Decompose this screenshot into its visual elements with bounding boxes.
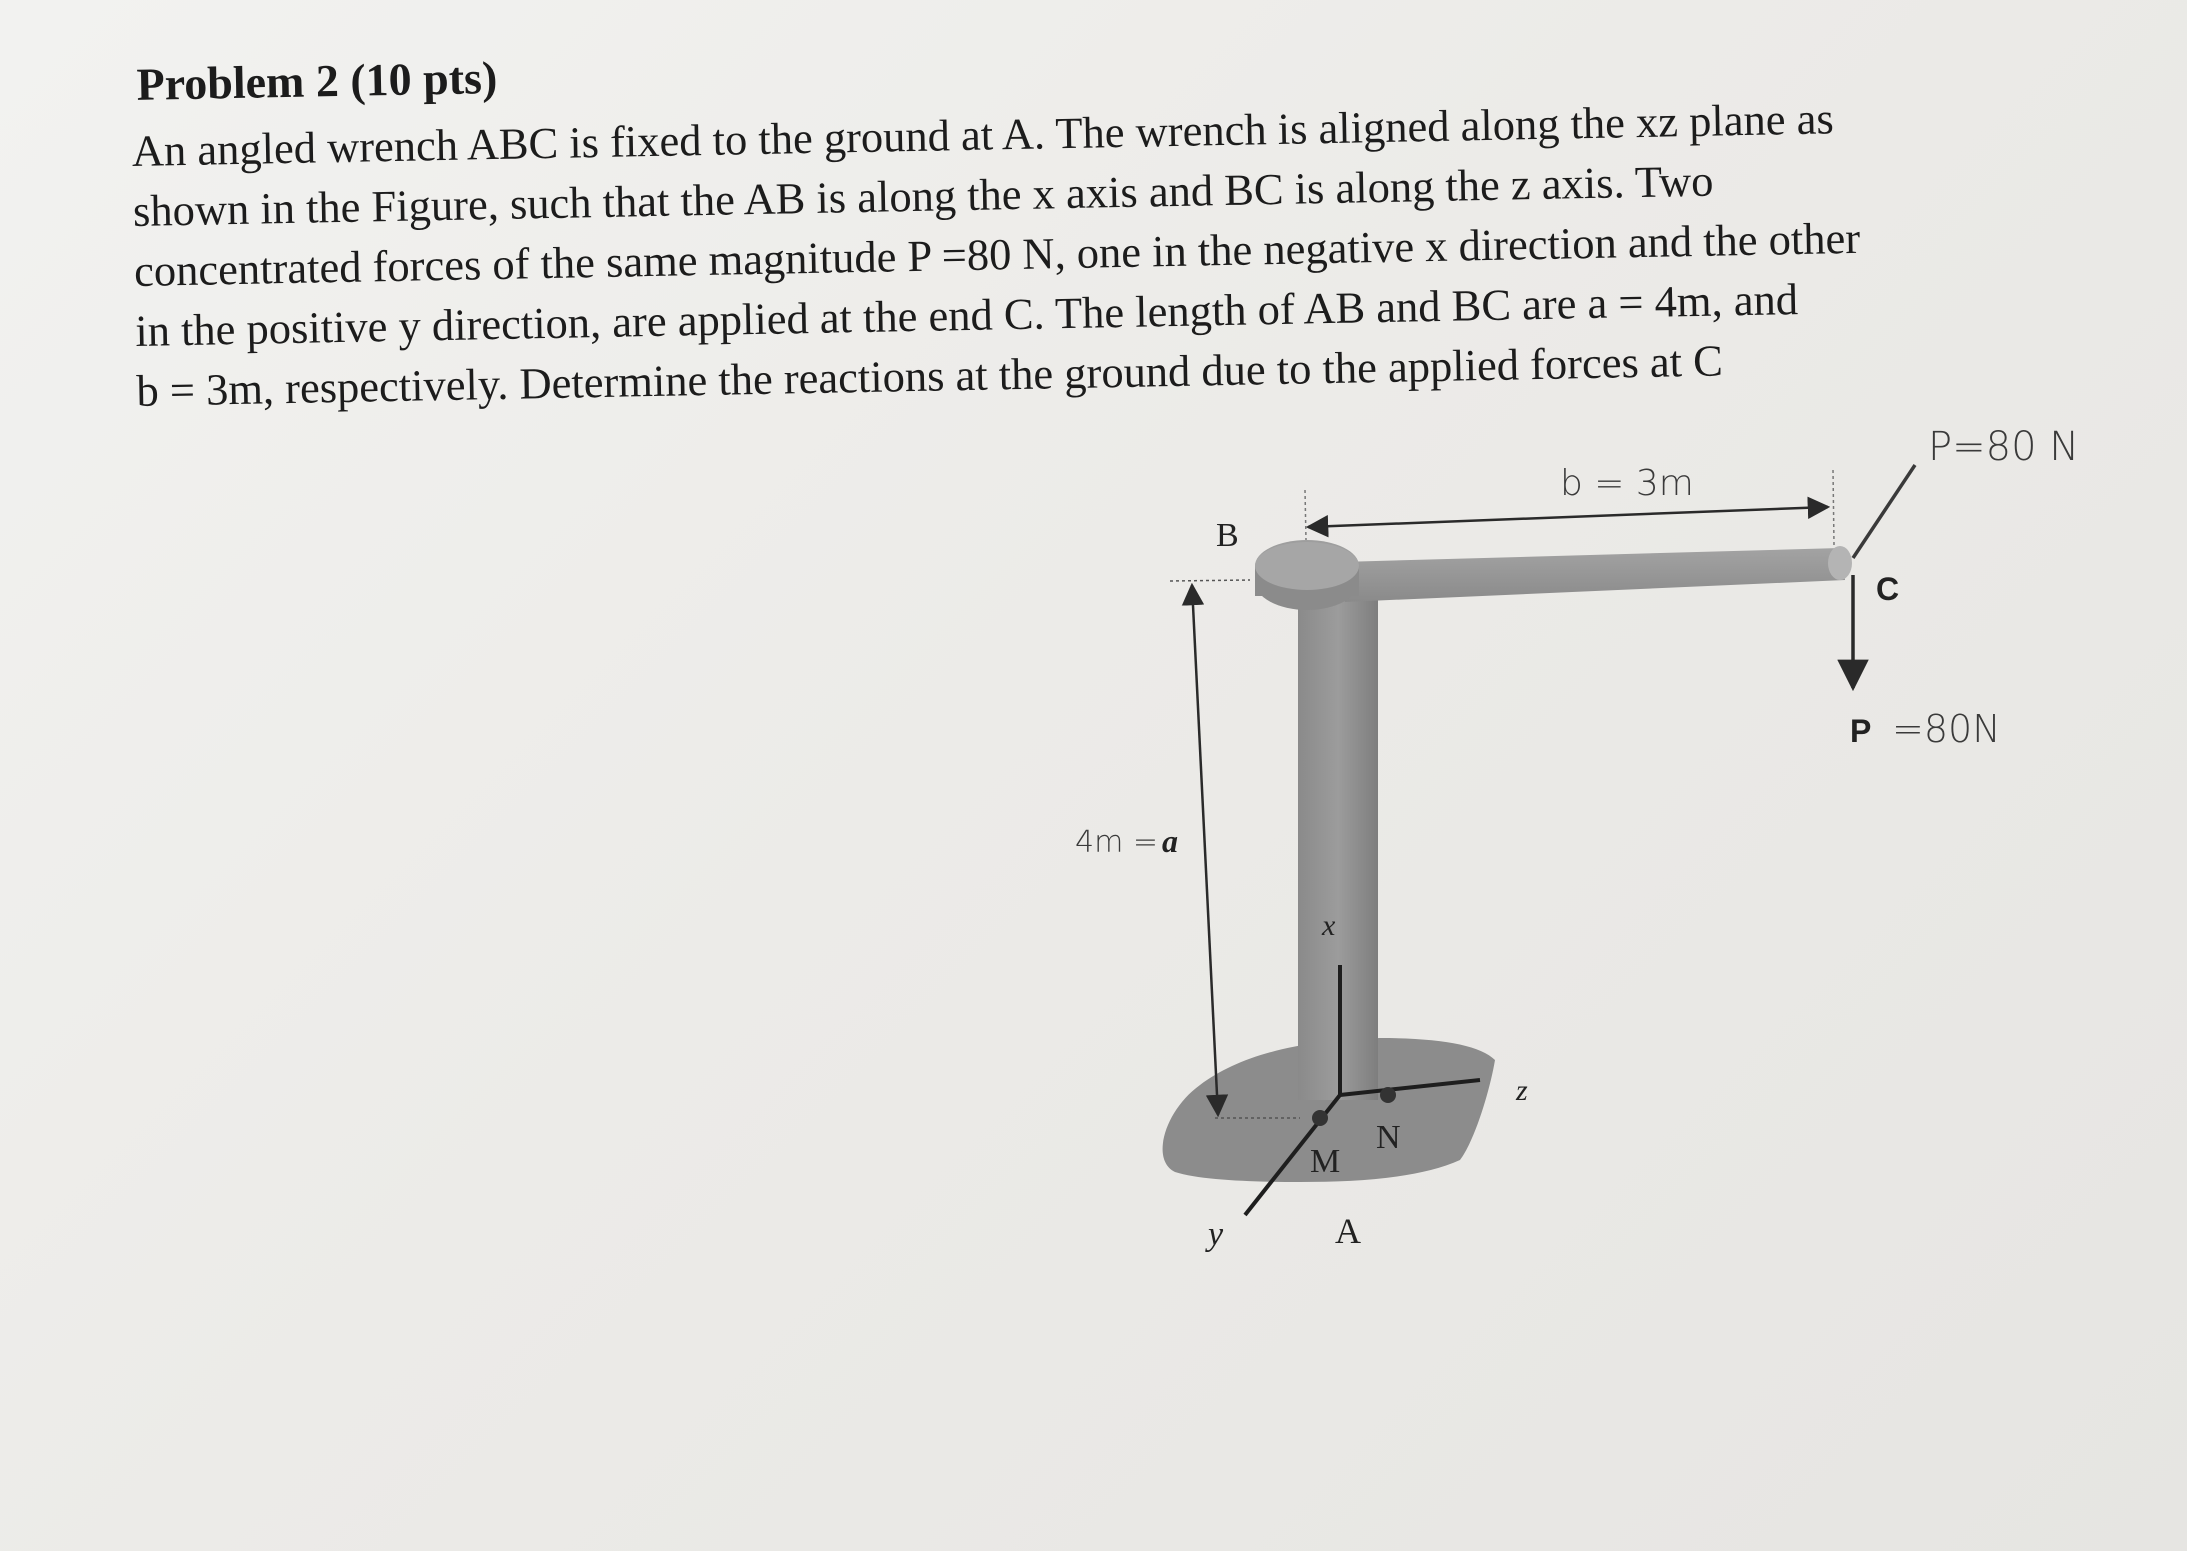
arm-bc	[1340, 548, 1845, 602]
label-b: B	[1216, 517, 1239, 554]
label-a: A	[1335, 1211, 1361, 1251]
handwritten-force-top: P=80 N	[1928, 424, 2080, 470]
point-n-dot	[1380, 1087, 1396, 1103]
dim-b-ext-right	[1833, 470, 1834, 545]
label-axis-x: x	[1322, 909, 1336, 942]
handwritten-dim-a: 4m =	[1075, 825, 1158, 860]
label-n: N	[1376, 1119, 1401, 1156]
label-axis-y: y	[1208, 1216, 1224, 1253]
handwritten-force-down: =80N	[1892, 707, 2001, 751]
post-top-highlight	[1255, 542, 1359, 590]
problem-line-1: An angled wrench ABC is fixed to the ground at A. The wrench is aligned along the xz plane as	[131, 93, 1835, 176]
dim-a-line	[1192, 585, 1218, 1115]
label-c: C	[1876, 571, 1900, 607]
label-m: M	[1310, 1143, 1341, 1180]
problem-title: Problem 2 (10 pts)	[136, 51, 498, 110]
label-axis-z: z	[1516, 1074, 1528, 1107]
problem-line-5: b = 3m, respectively. Determine the reactions at the ground due to the applied forces at C	[135, 335, 1724, 416]
point-m-dot	[1312, 1110, 1328, 1126]
arm-end-cap	[1828, 546, 1852, 580]
force-line-up	[1853, 465, 1915, 558]
problem-line-2: shown in the Figure, such that the AB is along the x axis and BC is along the z axis. Two	[132, 155, 1714, 236]
dim-a-ext-top	[1170, 580, 1250, 581]
dim-b-ext-left	[1305, 490, 1306, 540]
dim-b-line	[1308, 507, 1828, 527]
handwritten-dim-b: b = 3m	[1560, 463, 1694, 504]
problem-line-3: concentrated forces of the same magnitude P =80 N, one in the negative x direction and the other	[133, 212, 1861, 296]
label-force-down: P	[1850, 713, 1872, 749]
problem-line-4: in the positive y direction, are applied at the end C. The length of AB and BC are a = 4m, and	[134, 274, 1799, 356]
label-dim-a: a	[1162, 823, 1178, 859]
